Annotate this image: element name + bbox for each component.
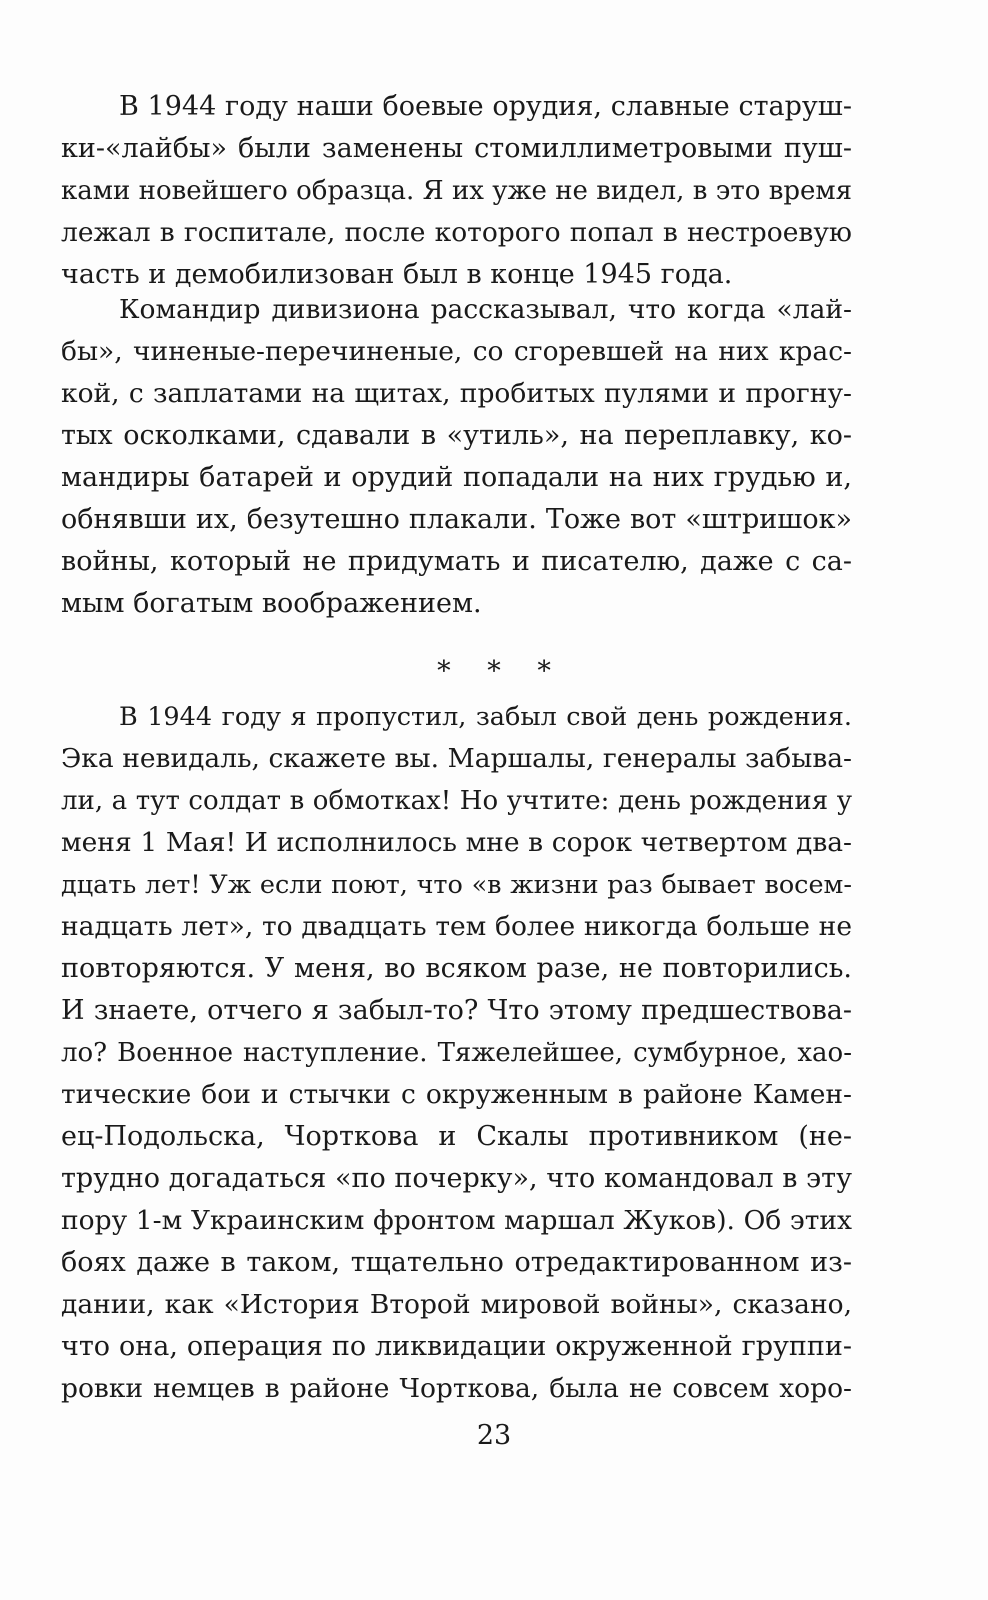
paragraph-1: [61, 86, 852, 296]
paragraph-line: пору 1-м Украинским фронтом маршал Жуков). Об этих: [61, 1205, 852, 1236]
page-number: 23: [476, 1420, 512, 1451]
paragraph-line: дцать лет! Уж если поют, что «в жизни раз бывает восем-: [61, 870, 852, 900]
paragraph-3: [61, 696, 852, 1410]
paragraph-line: надцать лет», то двадцать тем более никогда больше не: [61, 911, 852, 942]
paragraph-line: дании, как «История Второй мировой войны», сказано,: [61, 1289, 852, 1320]
paragraph-line: ровки немцев в районе Чорткова, была не совсем хоро-: [61, 1373, 852, 1404]
paragraph-line: обнявши их, безутешно плакали. Тоже вот «штришок»: [61, 504, 852, 535]
paragraph-line: боях даже в таком, тщательно отредактированном из-: [61, 1247, 852, 1278]
paragraph-line: тых осколками, сдавали в «утиль», на переплавку, ко-: [61, 420, 852, 451]
paragraph-line: В 1944 году наши боевые орудия, славные старуш-: [119, 91, 852, 122]
paragraph-line: ец-Подольска, Чорткова и Скалы противником (не-: [61, 1121, 852, 1152]
paragraph-line: ками новейшего образца. Я их уже не видел, в это время: [61, 176, 852, 206]
paragraph-line: тические бои и стычки с окруженным в районе Камен-: [61, 1079, 852, 1110]
paragraph-line: войны, который не придумать и писателю, даже с са-: [61, 546, 852, 577]
paragraph-line: трудно догадаться «по почерку», что командовал в эту: [61, 1163, 852, 1194]
paragraph-line: Командир дивизиона рассказывал, что когда «лай-: [119, 294, 852, 325]
paragraph-line: часть и демобилизован был в конце 1945 года.: [61, 259, 733, 290]
paragraph-line: повторяются. У меня, во всяком разе, не повторились.: [61, 953, 852, 984]
paragraph-line: ли, а тут солдат в обмотках! Но учтите: день рождения у: [61, 786, 852, 816]
paragraph-line: лежал в госпитале, после которого попал в нестроевую: [61, 217, 852, 248]
paragraph-line: Эка невидаль, скажете вы. Маршалы, генералы забыва-: [61, 743, 852, 774]
paragraph-line: кой, с заплатами на щитах, пробитых пулями и прогну-: [61, 378, 852, 409]
paragraph-line: В 1944 году я пропустил, забыл свой день рождения.: [119, 702, 852, 732]
paragraph-2: [61, 289, 852, 625]
paragraph-line: ло? Военное наступление. Тяжелейшее, сумбурное, хао-: [61, 1038, 852, 1068]
section-separator: * * *: [437, 656, 565, 687]
paragraph-line: ки-«лайбы» были заменены стомиллиметровыми пуш-: [61, 133, 852, 164]
paragraph-line: бы», чиненые-перечиненые, со сгоревшей на них крас-: [61, 336, 852, 367]
paragraph-line: мым богатым воображением.: [61, 588, 482, 619]
paragraph-line: мандиры батарей и орудий попадали на них грудью и,: [61, 462, 852, 493]
paragraph-line: что она, операция по ликвидации окруженной группи-: [61, 1331, 852, 1362]
paragraph-line: И знаете, отчего я забыл-то? Что этому предшествова-: [61, 995, 852, 1026]
paragraph-line: меня 1 Мая! И исполнилось мне в сорок четвертом два-: [61, 827, 852, 858]
